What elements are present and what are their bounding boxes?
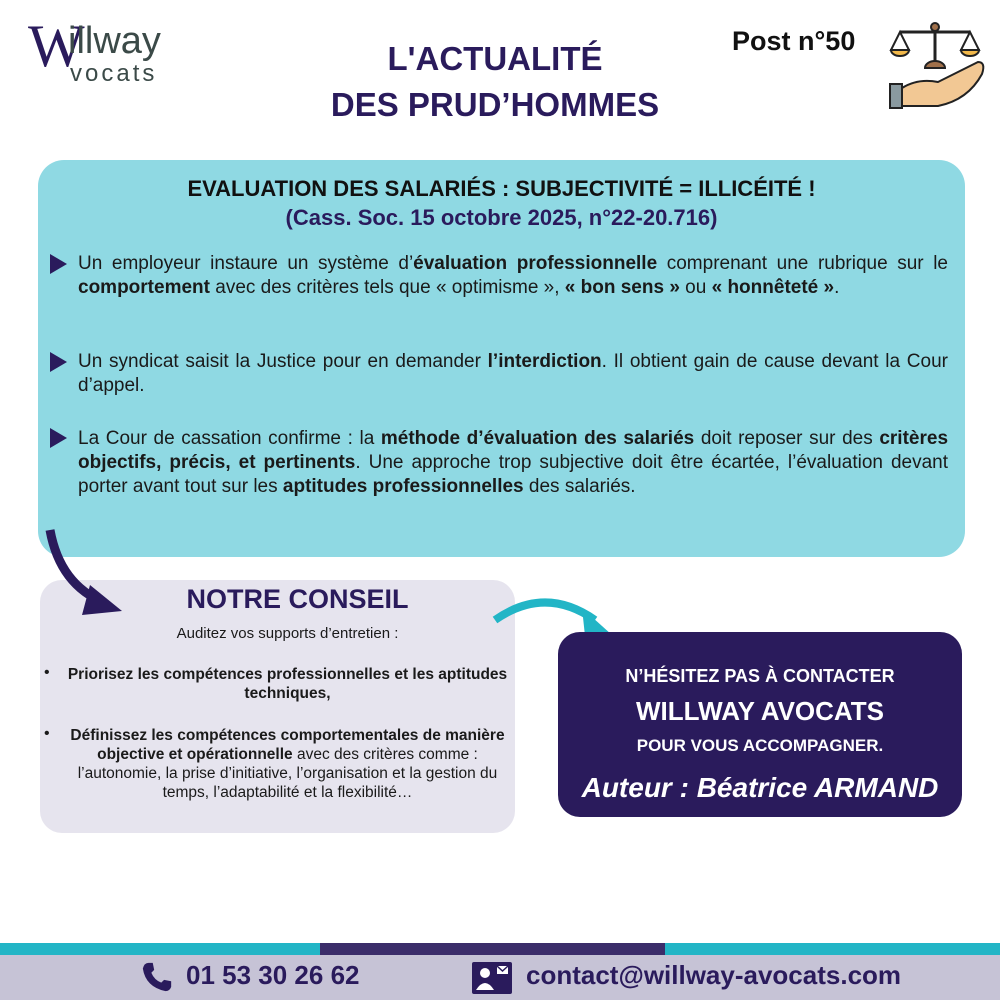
post-number: Post n°50: [732, 26, 856, 56]
contact-line-1: N’HÉSITEZ PAS À CONTACTER: [625, 666, 895, 686]
justice-scale-hand-icon: [888, 20, 988, 110]
text: avec des critères tels que « optimisme »,: [209, 277, 565, 298]
text: La Cour de cassation confirme : la: [78, 428, 381, 449]
bullet-triangle-icon: [50, 352, 67, 372]
text: des salariés.: [523, 476, 636, 497]
logo-vocats: vocats: [70, 60, 158, 87]
bold-text: aptitudes professionnelles: [282, 476, 524, 497]
conseil-bullet: [65, 726, 510, 802]
bullet-dot-icon: •: [44, 664, 50, 681]
article-heading: EVALUATION DES SALARIÉS : SUBJECTIVITÉ = ILLICÉITÉ !: [187, 176, 816, 201]
contact-line-3: POUR VOUS ACCOMPAGNER.: [636, 736, 884, 755]
bold-text: « honnêteté »: [711, 277, 835, 298]
text: .: [834, 277, 840, 298]
article-paragraph: [78, 427, 948, 499]
article-paragraph: [78, 350, 948, 398]
text: . Il obtient gain de cause devant la Cour d’appel.: [78, 351, 948, 396]
text: Un employeur instaure un système d’: [78, 253, 414, 274]
logo-illway: illway: [68, 20, 161, 62]
bold-text: l’interdiction: [487, 351, 602, 372]
bold-text: « bon sens »: [564, 277, 680, 298]
bold-text: évaluation professionnelle: [413, 253, 658, 274]
bold-text: Priorisez les compétences professionnelles et les aptitudes techniques,: [67, 666, 508, 702]
author: Auteur : Béatrice ARMAND: [581, 772, 939, 803]
bold-text: critères objectifs, précis, et pertinents: [78, 428, 949, 473]
page-title: [280, 36, 710, 128]
contact-firm-name: WILLWAY AVOCATS: [636, 696, 884, 726]
footer-stripe: [665, 943, 1000, 955]
case-reference: (Cass. Soc. 15 octobre 2025, n°22-20.716): [285, 205, 718, 230]
email-address[interactable]: contact@willway-avocats.com: [526, 960, 902, 990]
footer-stripe: [320, 943, 665, 955]
text: ou: [679, 277, 712, 298]
bold-text: comportement: [78, 277, 210, 298]
text: doit reposer sur des: [694, 428, 880, 449]
bullet-triangle-icon: [50, 254, 67, 274]
logo-w: W: [28, 13, 79, 79]
text: comprenant une rubrique sur le: [657, 253, 948, 274]
conseil-intro: Auditez vos supports d’entretien :: [176, 625, 399, 642]
bold-text: Définissez les compétences comportementales de manière objective et opérationnelle: [70, 727, 505, 763]
bold-text: méthode d’évaluation des salariés: [380, 428, 695, 449]
contact-card-icon: [472, 962, 512, 994]
conseil-title: NOTRE CONSEIL: [186, 584, 409, 614]
bullet-dot-icon: •: [44, 725, 50, 742]
phone-number[interactable]: 01 53 30 26 62: [186, 960, 360, 990]
text: Un syndicat saisit la Justice pour en demander: [78, 351, 488, 372]
willway-logo: [28, 13, 208, 87]
text: avec des critères comme : l’autonomie, la prise d’initiative, l’organisation et la gestion du temps, l’adaptabilité et la flexibilité…: [77, 746, 498, 801]
conseil-bullet: [65, 665, 510, 703]
bullet-triangle-icon: [50, 428, 67, 448]
footer-stripe: [0, 943, 320, 955]
title-line-1: L'ACTUALITÉ: [387, 40, 603, 77]
contact-box: [558, 632, 962, 817]
phone-icon: [140, 960, 174, 994]
text: . Une approche trop subjective doit être écartée, l’évaluation devant porter avant tout sur les: [78, 452, 948, 497]
article-paragraph: [78, 252, 948, 300]
title-line-2: DES PRUD’HOMMES: [330, 86, 660, 123]
